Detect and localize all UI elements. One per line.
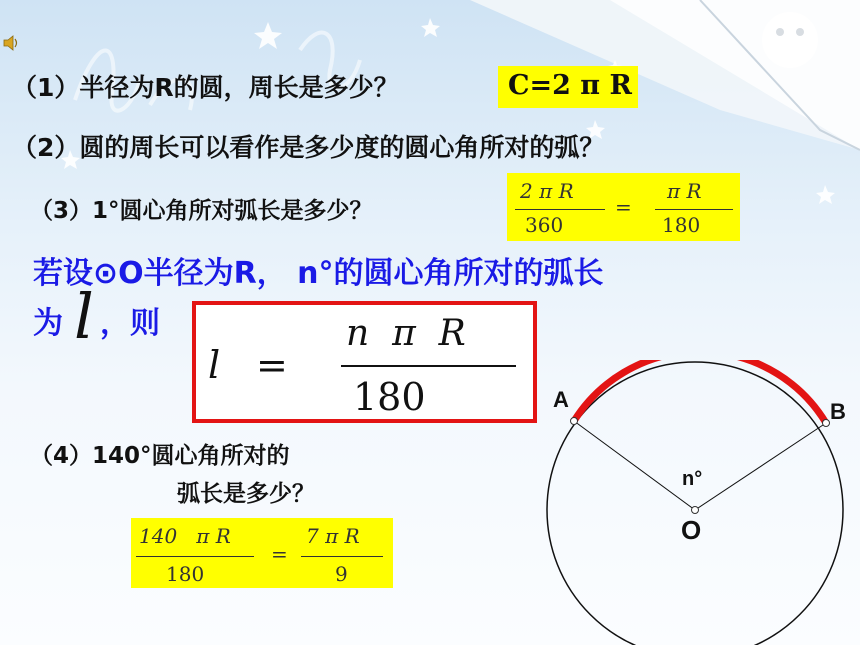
arc-length-symbol: l [74, 280, 94, 353]
question-4-line-2: 弧长是多少？ [177, 481, 315, 507]
point-a [571, 418, 578, 425]
question-1: （1）半径为R的圆，周长是多少？ [12, 73, 399, 102]
fraction-denominator: 9 [335, 562, 348, 586]
label-b: B [830, 399, 846, 424]
angle-label: n° [682, 468, 703, 490]
question-3: （3）1°圆心角所对弧长是多少？ [30, 198, 373, 224]
fraction-numerator: 140 π R [139, 524, 231, 548]
arc-length-formula-box [192, 301, 537, 423]
question-2: （2）圆的周长可以看作是多少度的圆心角所对的弧？ [12, 133, 605, 162]
answer-4-fractions [131, 518, 393, 588]
fraction-denominator: 360 [525, 213, 564, 237]
equals-sign: = [615, 195, 632, 219]
point-o [692, 507, 699, 514]
question-4-line-1: （4）140°圆心角所对的 [30, 443, 290, 469]
circle [547, 362, 843, 645]
formula-denominator: 180 [353, 375, 426, 419]
answer-1: C=2 π R [508, 70, 632, 101]
fraction-bar [515, 209, 605, 210]
speaker-icon[interactable] [2, 34, 20, 52]
statement-line-2-prefix: 为 [33, 306, 63, 341]
arc-ab [574, 360, 826, 423]
answer-3-fractions [507, 173, 740, 241]
fraction-numerator: 7 π R [306, 524, 360, 548]
fraction-numerator: 2 π R [520, 179, 574, 203]
formula-numerator: n π R [346, 313, 466, 354]
fraction-bar [301, 556, 383, 557]
formula-equals: = [256, 343, 288, 387]
equals-sign: = [271, 542, 288, 566]
statement-line-2-suffix: ，则 [100, 306, 160, 341]
fraction-numerator: π R [667, 179, 702, 203]
statement-line-1: 若设⊙O半径为R， n°的圆心角所对的弧长 [33, 256, 604, 291]
circle-diagram [540, 360, 860, 645]
label-a: A [553, 387, 569, 412]
point-b [823, 420, 830, 427]
formula-lhs: l [208, 343, 221, 387]
fraction-denominator: 180 [166, 562, 205, 586]
fraction-bar [136, 556, 254, 557]
label-o: O [681, 515, 702, 545]
fraction-denominator: 180 [662, 213, 701, 237]
radius-oa [574, 421, 695, 510]
answer-1-box [498, 66, 638, 108]
formula-fraction-bar [341, 365, 516, 367]
radius-ob [695, 423, 826, 510]
fraction-bar [655, 209, 733, 210]
